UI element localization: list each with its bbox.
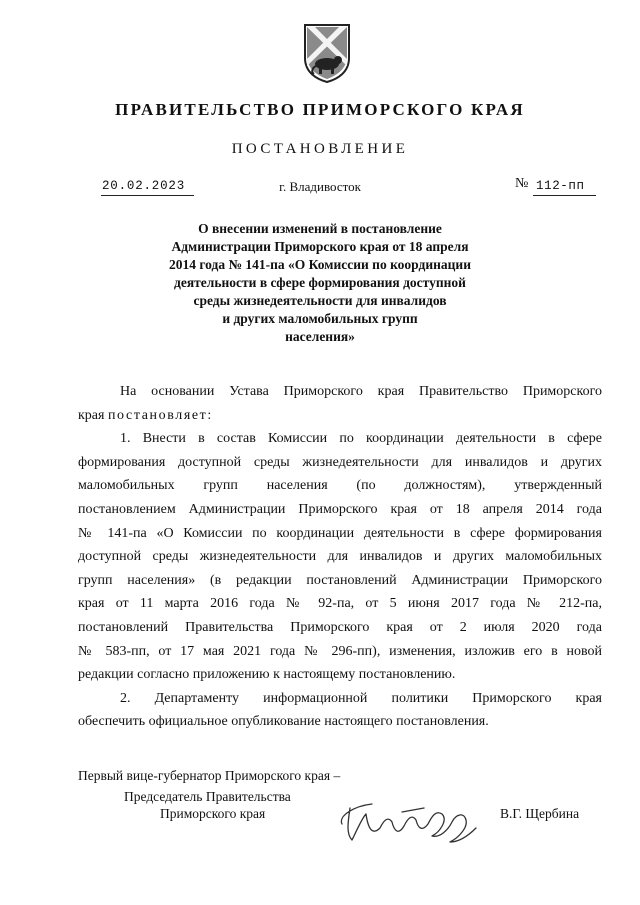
- signer-name: В.Г. Щербина: [500, 806, 580, 821]
- preamble-line: [78, 404, 602, 428]
- body-line: постановлений Правительства Приморского края от 2 июля 2020 года: [78, 619, 602, 635]
- body-line: № 141-па «О Комиссии по координации деятельности в сфере формирования: [78, 525, 602, 541]
- body-line: формирования доступной среды жизнедеятельности для инвалидов и других: [78, 454, 602, 470]
- document-body: [78, 380, 602, 734]
- signer-position: Приморского края: [160, 806, 266, 821]
- body-line: постановлением Администрации Приморского края от 18 апреля 2014 года: [78, 501, 602, 517]
- date-underline: [101, 195, 194, 196]
- title-line: и других маломобильных групп: [222, 311, 418, 326]
- body-line: маломобильных групп населения (по должностям), утвержденный: [78, 478, 602, 494]
- handwritten-signature: [332, 792, 492, 850]
- title-line: населения»: [285, 329, 355, 344]
- signer-position: Первый вице-губернатор Приморского края –: [78, 768, 341, 783]
- number-underline: [533, 195, 596, 196]
- body-line: 2. Департаменту информационной политики Приморского края: [120, 690, 602, 706]
- document-title: [120, 220, 520, 346]
- preamble-continuation: края: [78, 407, 105, 423]
- body-line: групп населения» (в редакции постановлений Администрации Приморского: [78, 572, 602, 588]
- number-label: №: [515, 176, 529, 191]
- body-line: доступной среды жизнедеятельности для инвалидов и других маломобильных: [78, 549, 602, 565]
- body-line: 1. Внести в состав Комиссии по координации деятельности в сфере: [120, 431, 602, 447]
- title-line: среды жизнедеятельности для инвалидов: [193, 293, 447, 308]
- resolves-verb: постановляет:: [107, 407, 213, 423]
- document-date: 20.02.2023: [102, 179, 186, 193]
- body-line: № 583-пп, от 17 мая 2021 года № 296-пп), изменения, изложив его в новой: [78, 643, 602, 659]
- document-type: ПОСТАНОВЛЕНИЕ: [231, 141, 409, 157]
- preamble-line: На основании Устава Приморского края Правительство Приморского: [120, 384, 602, 399]
- document-number: 112-пп: [536, 179, 585, 193]
- document-city: г. Владивосток: [279, 179, 361, 194]
- title-line: Администрации Приморского края от 18 апреля: [171, 239, 469, 254]
- body-line: редакции согласно приложению к настоящему постановлению.: [78, 667, 456, 683]
- body-line: края от 11 марта 2016 года № 92-па, от 5 июня 2017 года № 212-па,: [78, 596, 602, 612]
- title-line: О внесении изменений в постановление: [198, 221, 442, 236]
- coat-of-arms-icon: [302, 22, 352, 84]
- signer-position: Председатель Правительства: [124, 789, 291, 804]
- body-line: обеспечить официальное опубликование настоящего постановления.: [78, 714, 489, 730]
- authority-title: ПРАВИТЕЛЬСТВО ПРИМОРСКОГО КРАЯ: [115, 100, 525, 119]
- title-line: 2014 года № 141-па «О Комиссии по координации: [168, 257, 471, 272]
- title-line: деятельности в сфере формирования доступной: [174, 275, 466, 290]
